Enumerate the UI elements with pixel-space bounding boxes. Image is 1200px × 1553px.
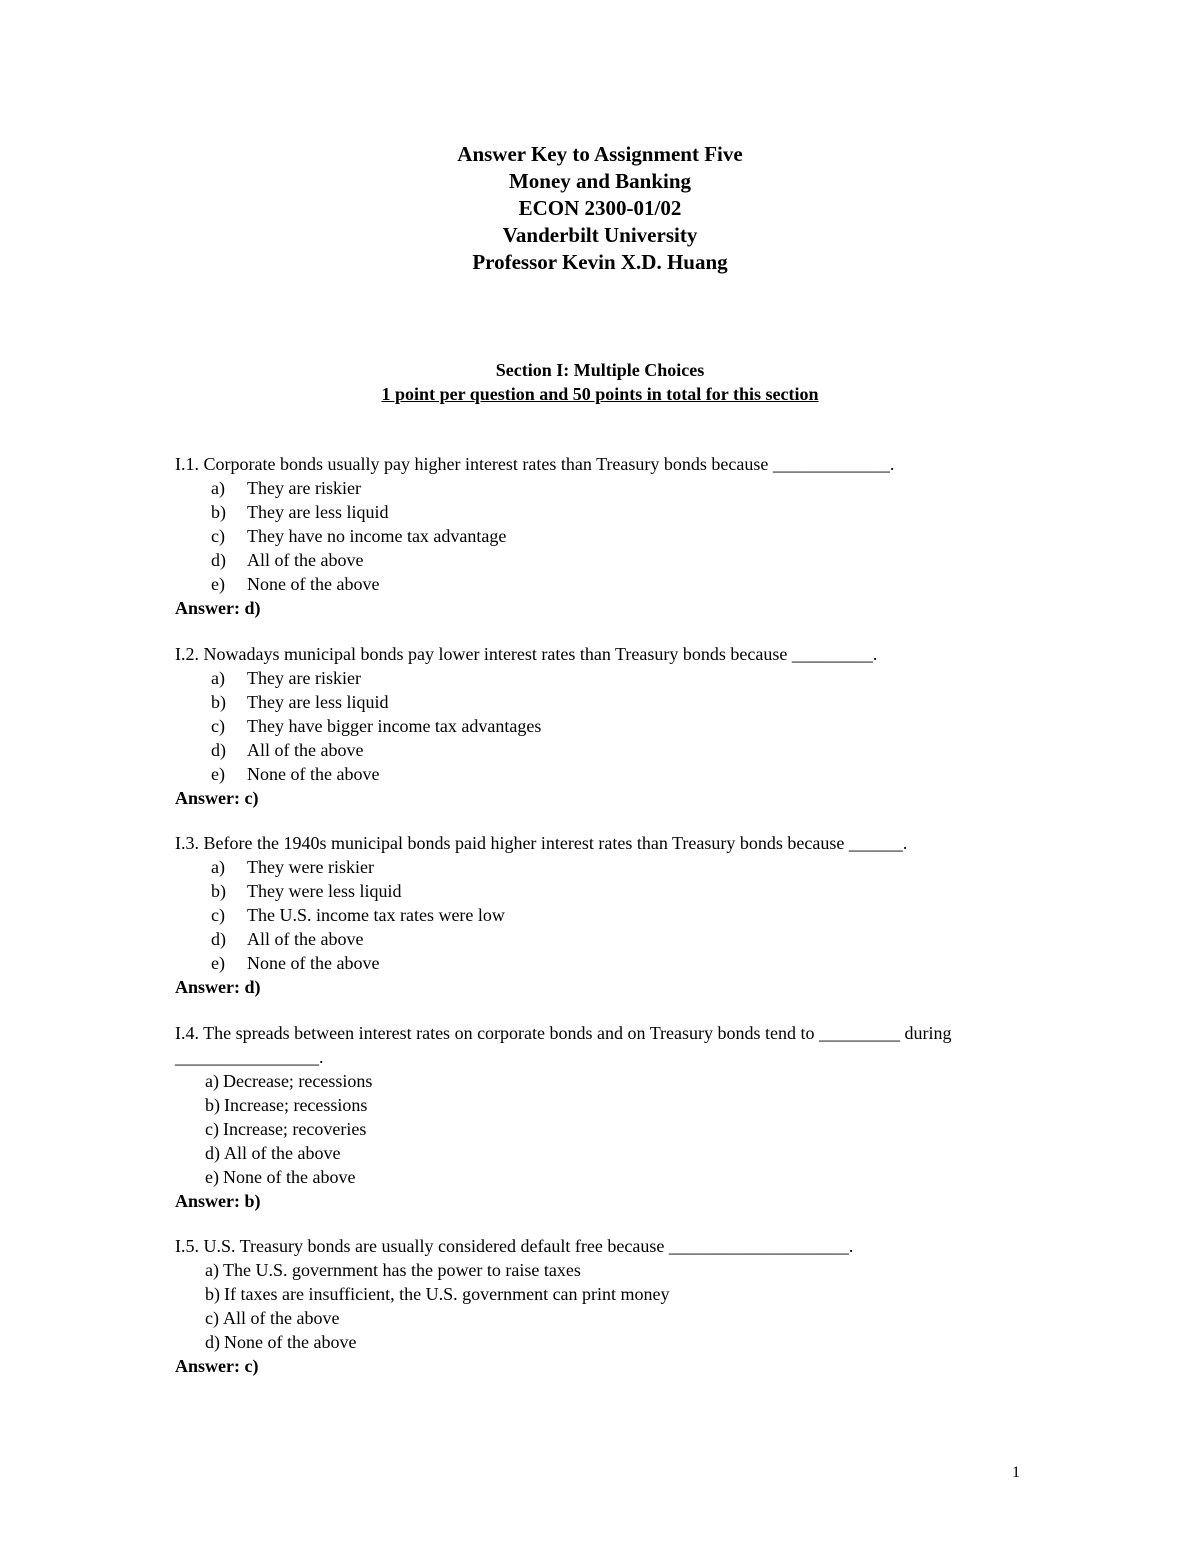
option-text: None of the above xyxy=(247,764,380,784)
option-a: a) They were riskier xyxy=(211,857,374,877)
option-list xyxy=(175,666,1035,786)
answer-line: Answer: c) xyxy=(175,788,259,808)
option-d: d) All of the above xyxy=(205,1143,341,1163)
option-c: c) They have no income tax advantage xyxy=(211,526,507,546)
option-c: c) Increase; recoveries xyxy=(205,1119,367,1139)
question-stem: I.3. Before the 1940s municipal bonds paid higher interest rates than Treasury bonds because ______. xyxy=(175,833,908,853)
option-text: All of the above xyxy=(224,1143,341,1163)
option-list xyxy=(175,1069,1035,1189)
university-name: Vanderbilt University xyxy=(502,223,698,247)
option-c: c) The U.S. income tax rates were low xyxy=(211,905,505,925)
option-b: b) If taxes are insufficient, the U.S. government can print money xyxy=(205,1284,670,1304)
option-list xyxy=(175,1258,1035,1354)
option-text: Decrease; recessions xyxy=(222,1071,373,1091)
answer-line: Answer: d) xyxy=(175,598,261,618)
question-5 xyxy=(175,1234,1035,1378)
option-e: e) None of the above xyxy=(205,1167,356,1187)
option-text: They were riskier xyxy=(247,857,374,877)
option-text: All of the above xyxy=(247,550,364,570)
option-text: Increase; recessions xyxy=(224,1095,368,1115)
option-c: c) They have bigger income tax advantages xyxy=(211,716,542,736)
option-text: If taxes are insufficient, the U.S. government can print money xyxy=(224,1284,670,1304)
question-1 xyxy=(175,452,1035,620)
option-list xyxy=(175,476,1035,596)
document-header xyxy=(0,141,1200,276)
course-code: ECON 2300-01/02 xyxy=(518,196,682,220)
option-text: They have no income tax advantage xyxy=(247,526,507,546)
document-title: Answer Key to Assignment Five xyxy=(457,142,743,166)
option-d: d) All of the above xyxy=(211,740,364,760)
option-text: None of the above xyxy=(247,574,380,594)
option-a: a) They are riskier xyxy=(211,668,361,688)
option-e: e) None of the above xyxy=(211,574,380,594)
question-stem: I.5. U.S. Treasury bonds are usually considered default free because ____________________. xyxy=(175,1236,854,1256)
option-b: b) They are less liquid xyxy=(211,502,389,522)
option-d: d) All of the above xyxy=(211,929,364,949)
option-text: None of the above xyxy=(247,953,380,973)
option-text: The U.S. income tax rates were low xyxy=(247,905,505,925)
option-text: They are riskier xyxy=(247,668,361,688)
option-text: All of the above xyxy=(222,1308,340,1328)
answer-line: Answer: d) xyxy=(175,977,261,997)
option-text: All of the above xyxy=(247,740,364,760)
option-a: a) The U.S. government has the power to raise taxes xyxy=(205,1260,581,1280)
question-3 xyxy=(175,831,1035,999)
option-d: d) None of the above xyxy=(205,1332,357,1352)
option-text: None of the above xyxy=(222,1167,356,1187)
page-number: 1 xyxy=(1012,1464,1020,1481)
question-stem: I.2. Nowadays municipal bonds pay lower interest rates than Treasury bonds because _________. xyxy=(175,644,878,664)
option-c: c) All of the above xyxy=(205,1308,340,1328)
answer-line: Answer: b) xyxy=(175,1191,261,1211)
question-2 xyxy=(175,642,1035,810)
course-name: Money and Banking xyxy=(508,169,692,193)
option-text: They are less liquid xyxy=(247,692,389,712)
option-d: d) All of the above xyxy=(211,550,364,570)
question-4 xyxy=(175,1021,1035,1213)
option-text: They have bigger income tax advantages xyxy=(247,716,542,736)
section-heading xyxy=(0,358,1200,406)
option-text: They are less liquid xyxy=(247,502,389,522)
option-a: a) Decrease; recessions xyxy=(205,1071,373,1091)
option-b: b) Increase; recessions xyxy=(205,1095,368,1115)
answer-line: Answer: c) xyxy=(175,1356,259,1376)
option-b: b) They were less liquid xyxy=(211,881,402,901)
question-stem: I.4. The spreads between interest rates on corporate bonds and on Treasury bonds tend to _________ during ________________. xyxy=(175,1023,952,1067)
option-e: e) None of the above xyxy=(211,953,380,973)
option-text: Increase; recoveries xyxy=(222,1119,367,1139)
option-a: a) They are riskier xyxy=(211,478,361,498)
section-title: Section I: Multiple Choices xyxy=(495,360,705,380)
option-text: They are riskier xyxy=(247,478,361,498)
option-text: All of the above xyxy=(247,929,364,949)
option-text: They were less liquid xyxy=(247,881,402,901)
option-text: The U.S. government has the power to raise taxes xyxy=(222,1260,581,1280)
question-stem: I.1. Corporate bonds usually pay higher interest rates than Treasury bonds because _____________. xyxy=(175,454,895,474)
professor-name: Professor Kevin X.D. Huang xyxy=(472,250,728,274)
section-subtitle: 1 point per question and 50 points in total for this section xyxy=(381,384,819,404)
option-text: None of the above xyxy=(224,1332,357,1352)
option-list xyxy=(175,855,1035,975)
option-e: e) None of the above xyxy=(211,764,380,784)
option-b: b) They are less liquid xyxy=(211,692,389,712)
